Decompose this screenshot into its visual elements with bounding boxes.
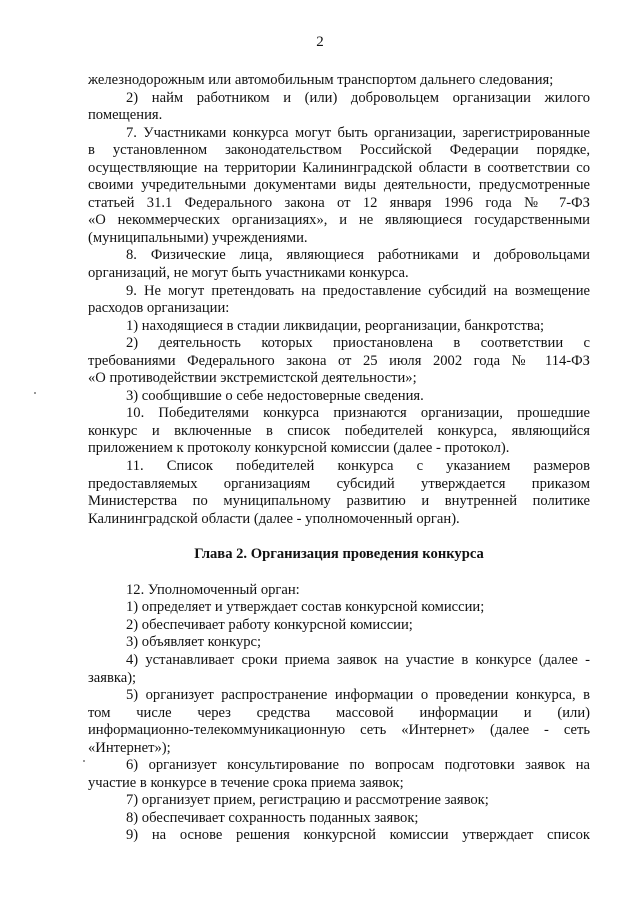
text-line: Калининградской области (далее - уполномоченный орган).: [88, 510, 460, 527]
text-line: 1) определяет и утверждает состав конкурсной комиссии;: [126, 599, 485, 616]
text-line: том числе через средства массовой информации и (или): [88, 704, 590, 721]
text-line: Министерства по муниципальному развитию и внутренней политике: [88, 493, 590, 510]
text-line: железнодорожным или автомобильным транспортом дальнего следования;: [88, 72, 554, 88]
text-line: 9) на основе решения конкурсной комиссии утверждает список: [126, 827, 590, 844]
scan-speck: [34, 392, 36, 394]
text-line: заявка);: [88, 669, 137, 686]
text-line: 5) организует распространение информации о проведении конкурса, в: [126, 687, 590, 704]
scan-speck: [83, 760, 85, 762]
text-line: 3) сообщившие о себе недостоверные сведения.: [126, 387, 424, 404]
text-line: (муниципальными) учреждениями.: [88, 229, 308, 246]
chapter-heading: Глава 2. Организация проведения конкурса: [194, 546, 484, 563]
page-number: 2: [316, 34, 324, 50]
text-line: 8) обеспечивает сохранность поданных заявок;: [126, 809, 419, 826]
text-line: участие в конкурсе в течение срока приема заявок;: [88, 774, 404, 791]
text-line: «О некоммерческих организациях», и не являющиеся государственными: [88, 212, 590, 229]
text-line: 2) деятельность которых приостановлена в соответствии с: [126, 335, 590, 352]
text-line: требованиями Федерального закона от 25 июля 2002 года № 114-ФЗ: [88, 352, 590, 369]
text-line: конкурс и включенные в список победителей конкурса, являющийся: [88, 422, 590, 439]
text-line: статьей 31.1 Федерального закона от 12 января 1996 года № 7-ФЗ: [88, 194, 590, 211]
text-line: осуществляющие на территории Калининградской области в соответствии со: [88, 159, 590, 176]
text-line: 9. Не могут претендовать на предоставление субсидий на возмещение: [126, 282, 590, 299]
text-line: 7. Участниками конкурса могут быть организации, зарегистрированные: [126, 124, 590, 141]
text-line: 6) организует консультирование по вопросам подготовки заявок на: [126, 757, 590, 774]
text-line: «О противодействии экстремистской деятельности»;: [88, 370, 417, 387]
text-line: в установленном законодательством Российской Федерации порядке,: [88, 142, 590, 159]
text-line: «Интернет»);: [88, 739, 171, 756]
text-line: 8. Физические лица, являющиеся работниками и добровольцами: [126, 247, 590, 264]
text-line: 2) обеспечивает работу конкурсной комиссии;: [126, 616, 413, 633]
text-line: 7) организует прием, регистрацию и рассмотрение заявок;: [126, 792, 489, 809]
text-line: 1) находящиеся в стадии ликвидации, реорганизации, банкротства;: [126, 317, 545, 334]
text-line: приложением к протоколу конкурсной комиссии (далее - протокол).: [88, 440, 510, 457]
text-line: 2) найм работником и (или) добровольцем организации жилого: [126, 89, 590, 106]
text-line: расходов организации:: [88, 300, 230, 317]
text-line: 10. Победителями конкурса признаются организации, прошедшие: [126, 405, 590, 422]
text-line: помещения.: [88, 107, 163, 124]
document-body: [88, 72, 590, 845]
text-line: предоставляемых организациям субсидий утверждается приказом: [88, 475, 590, 492]
text-line: 4) устанавливает сроки приема заявок на участие в конкурсе (далее -: [126, 651, 590, 668]
text-line: своими учредительными документами виды деятельности, предусмотренные: [88, 177, 590, 194]
text-line: информационно-телекоммуникационную сеть «Интернет» (далее - сеть: [88, 722, 590, 739]
text-line: 12. Уполномоченный орган:: [126, 581, 300, 598]
text-line: 3) объявляет конкурс;: [126, 634, 262, 651]
text-line: организаций, не могут быть участниками конкурса.: [88, 265, 409, 282]
text-line: 11. Список победителей конкурса с указанием размеров: [126, 458, 590, 475]
